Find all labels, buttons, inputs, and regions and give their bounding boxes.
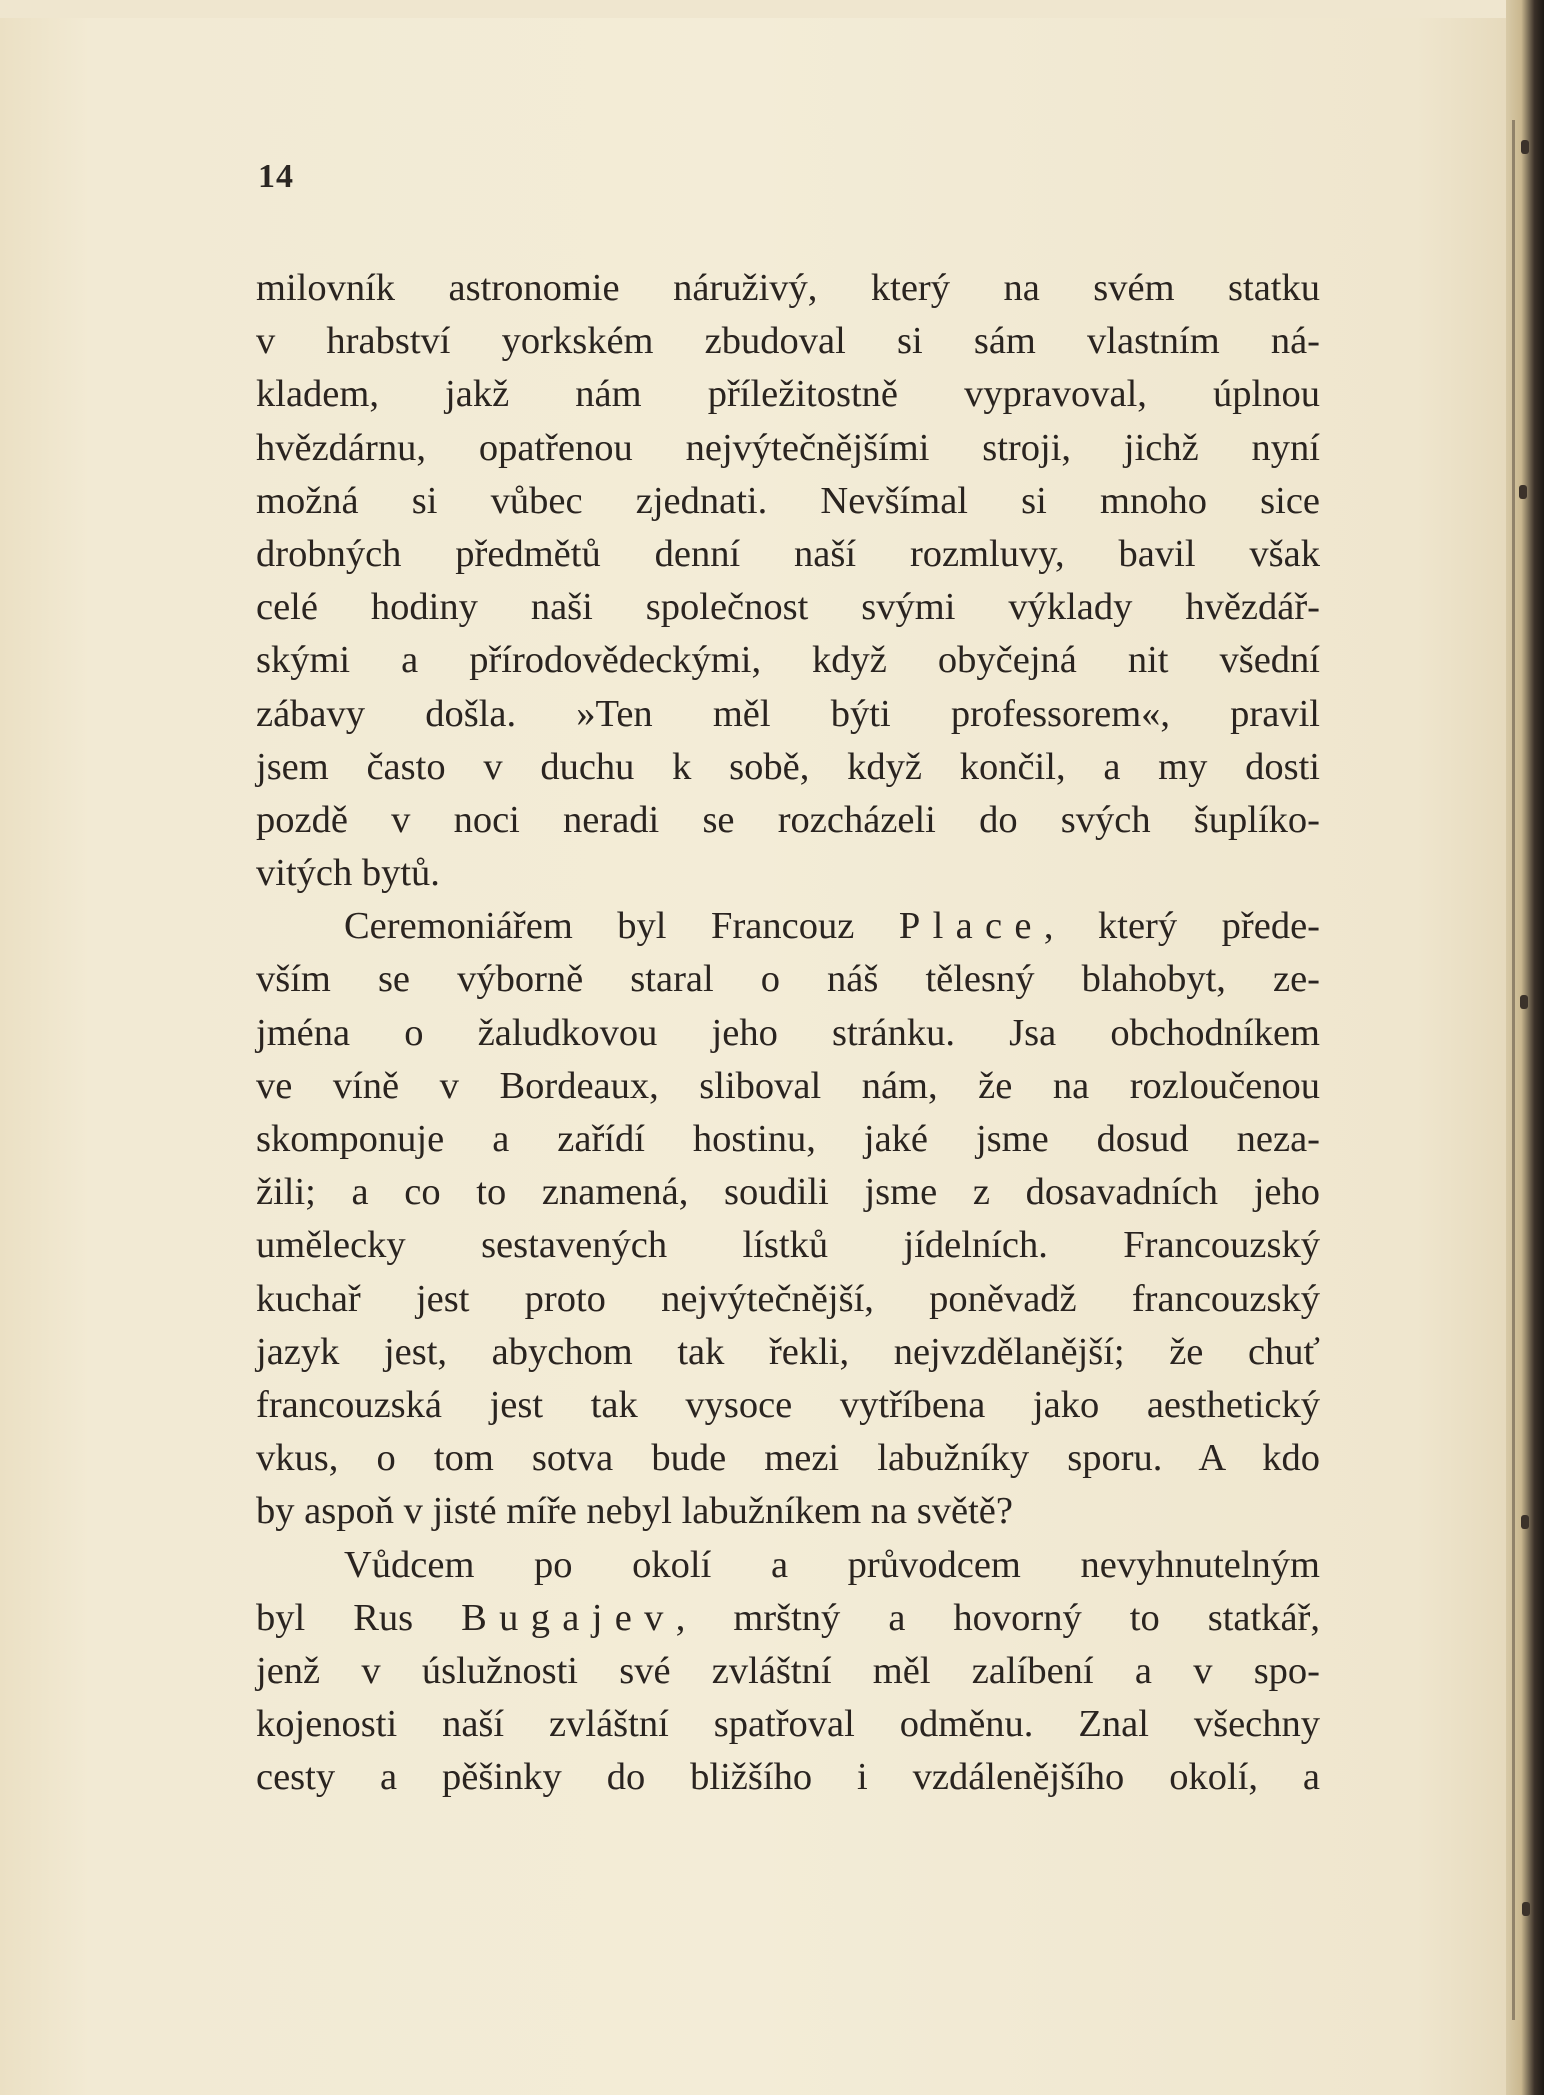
text-line: drobných předmětů denní naší rozmluvy, bavil však [256,532,1320,575]
text-line: kuchař jest proto nejvýtečnější, poněvadž francouzský [256,1277,1320,1320]
text-line: skomponuje a zařídí hostinu, jaké jsme dosud neza- [256,1118,1320,1160]
text-line: kojenosti naší zvláštní spatřoval odměnu. Znal všechny [256,1703,1320,1746]
text-line: kladem, jakž nám příležitostně vypravoval, úplnou [256,373,1320,416]
text-line: vkus, o tom sotva bude mezi labužníky sporu. A kdo [256,1437,1320,1480]
paragraph-start-line: Vůdcem po okolí a průvodcem nevyhnutelným [344,1543,1320,1586]
paragraph-start-line [256,900,1320,953]
edge-speck [1521,140,1529,154]
text-line: jenž v úslužnosti své zvláštní měl zalíbení a v spo- [256,1649,1320,1692]
edge-speck [1519,485,1527,499]
text-line: v hrabství yorkském zbudoval si sám vlastním ná- [256,320,1320,363]
text-line: celé hodiny naši společnost svými výklady hvězdář- [256,586,1320,629]
line-segment: , mrštný a hovorný to statkář, [675,1596,1320,1639]
text-line: milovník astronomie náruživý, který na svém statku [256,267,1320,309]
body-text [256,262,1320,1804]
spaced-name: Place [898,905,1044,948]
text-line: hvězdárnu, opatřenou nejvýtečnějšími stroji, jichž nyní [256,426,1320,469]
text-line: pozdě v noci neradi se rozcházeli do svých šuplíko- [256,798,1320,841]
text-line: jsem často v duchu k sobě, když končil, a my dosti [256,745,1320,788]
text-line: skými a přírodovědeckými, když obyčejná nit všední [256,639,1320,682]
text-line: francouzská jest tak vysoce vytříbena jako aesthetický [256,1383,1320,1426]
text-line: ve víně v Bordeaux, sliboval nám, že na rozloučenou [256,1064,1320,1107]
page-number: 14 [258,158,294,195]
text-line: umělecky sestavených lístků jídelních. Francouzský [256,1224,1320,1267]
page-fold-line [1512,120,1515,2020]
text-line: jazyk jest, abychom tak řekli, nejvzdělanější; že chuť [256,1330,1320,1373]
line-segment: Ceremoniářem byl Francouz [344,905,899,948]
text-line: možná si vůbec zjednati. Nevšímal si mnoho sice [256,479,1320,522]
paragraph-end-line: by aspoň v jisté míře nebyl labužníkem na světě? [256,1490,1013,1533]
edge-speck [1520,995,1528,1009]
text-line: zábavy došla. »Ten měl býti professorem«, pravil [256,692,1320,735]
edge-speck [1521,1515,1529,1529]
line-segment: , který přede- [1043,905,1320,948]
line-segment: byl Rus [256,1596,462,1639]
text-line: jména o žaludkovou jeho stránku. Jsa obchodníkem [256,1011,1320,1054]
paragraph-end-line: vitých bytů. [256,852,440,895]
spaced-name: Bugajev [461,1596,676,1639]
text-line: žili; a co to znamená, soudili jsme z dosavadních jeho [256,1171,1320,1214]
text-line: vším se výborně staral o náš tělesný blahobyt, ze- [256,958,1320,1001]
text-line: cesty a pěšinky do bližšího i vzdálenějšího okolí, a [256,1756,1320,1799]
edge-speck [1522,1902,1530,1916]
text-line [256,1592,1320,1645]
